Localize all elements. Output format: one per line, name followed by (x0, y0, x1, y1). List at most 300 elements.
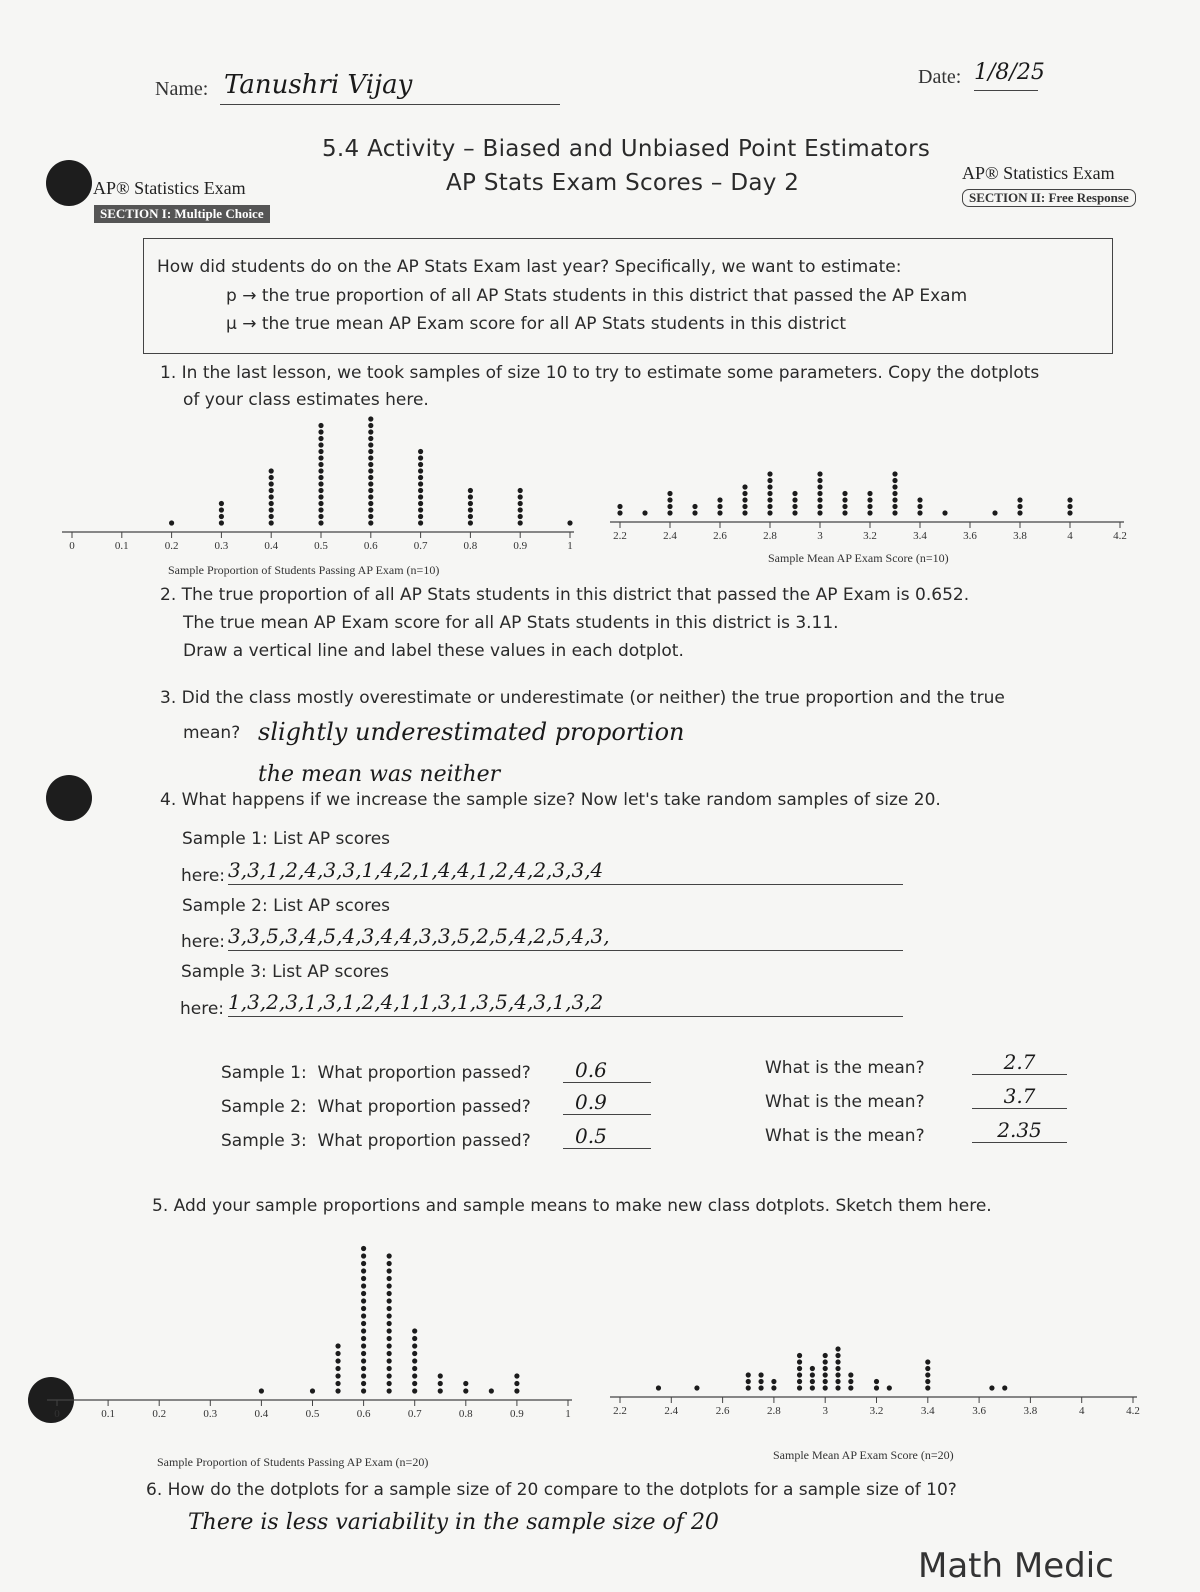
dot (797, 1366, 802, 1371)
dot (412, 1336, 417, 1341)
dot (892, 497, 897, 502)
dot (412, 1366, 417, 1371)
dot (412, 1358, 417, 1363)
dot (518, 514, 523, 519)
row3-mean-field[interactable] (972, 1118, 1067, 1143)
dot (412, 1343, 417, 1348)
dot (767, 504, 772, 509)
dot (667, 504, 672, 509)
q2-line1: 2. The true proportion of all AP Stats students in this district that passed the AP Exam is 0.652. (160, 585, 970, 605)
row2-prop-field[interactable] (563, 1090, 651, 1115)
dot (468, 494, 473, 499)
dot (368, 416, 373, 421)
tick-label: 3 (817, 530, 823, 542)
dot (892, 478, 897, 483)
dot (817, 471, 822, 476)
dot (817, 497, 822, 502)
tick-label: 1 (567, 540, 573, 552)
dot (318, 494, 323, 499)
dot (468, 488, 473, 493)
dot (817, 504, 822, 509)
dot (835, 1359, 840, 1364)
tick-label: 2.8 (763, 530, 777, 542)
left-exam-title: AP® Statistics Exam (93, 178, 246, 198)
dot (418, 507, 423, 512)
date-label: Date: (918, 66, 962, 88)
dot (269, 468, 274, 473)
dot (418, 520, 423, 525)
dot (771, 1379, 776, 1384)
dot (835, 1385, 840, 1390)
q6-answer[interactable]: There is less variability in the sample size of 20 (188, 1510, 719, 1535)
dot (925, 1385, 930, 1390)
dot (368, 436, 373, 441)
dot (518, 488, 523, 493)
tick-label: 3.8 (1023, 1405, 1038, 1417)
dot (387, 1313, 392, 1318)
dot (1017, 510, 1022, 515)
dot (361, 1246, 366, 1251)
tick-label: 4 (1078, 1405, 1085, 1417)
dot (925, 1379, 930, 1384)
dot (489, 1388, 494, 1393)
dot (418, 455, 423, 460)
tick-label: 3.2 (869, 1405, 884, 1417)
tick-label: 0.8 (458, 1408, 473, 1420)
tick-label: 0.9 (513, 540, 528, 552)
row3-mean-a: 2.35 (997, 1118, 1042, 1142)
dot (694, 1385, 699, 1390)
tick-label: 3.8 (1013, 530, 1027, 542)
dot (1002, 1385, 1007, 1390)
q3-line2: mean? (183, 723, 241, 743)
dot (259, 1388, 264, 1393)
dot (361, 1313, 366, 1318)
dot (797, 1385, 802, 1390)
dot (797, 1359, 802, 1364)
dot (318, 429, 323, 434)
row3-prop-q: Sample 3: What proportion passed? (221, 1131, 531, 1151)
tick-label: 0.2 (152, 1408, 167, 1420)
dot (438, 1373, 443, 1378)
plot-m20-label: Sample Mean AP Exam Score (n=20) (773, 1448, 954, 1462)
dot (269, 501, 274, 506)
dot (361, 1358, 366, 1363)
q4-s2-label: Sample 2: List AP scores (182, 896, 391, 916)
dot (758, 1385, 763, 1390)
tick-label: 2.4 (663, 530, 677, 542)
dot (742, 484, 747, 489)
dot (418, 449, 423, 454)
dot (269, 507, 274, 512)
row1-mean-field[interactable] (972, 1050, 1067, 1075)
dot (418, 501, 423, 506)
row3-mean-q: What is the mean? (765, 1126, 925, 1146)
q4-s3-field[interactable] (228, 990, 903, 1017)
dot (387, 1268, 392, 1273)
dot (514, 1388, 519, 1393)
dot (468, 507, 473, 512)
dot (361, 1283, 366, 1288)
dot (767, 478, 772, 483)
row1-mean-a: 2.7 (1003, 1050, 1036, 1074)
dot (387, 1381, 392, 1386)
dot (318, 436, 323, 441)
intro-line3: μ → the true mean AP Exam score for all AP Stats students in this district (226, 314, 847, 334)
dot (717, 504, 722, 509)
dot (925, 1359, 930, 1364)
dot (169, 520, 174, 525)
dot (810, 1385, 815, 1390)
dot (387, 1306, 392, 1311)
tick-label: 2.6 (713, 530, 727, 542)
dot (848, 1372, 853, 1377)
dot (1017, 504, 1022, 509)
dot (758, 1372, 763, 1377)
dot (767, 491, 772, 496)
dot (412, 1388, 417, 1393)
dot (989, 1385, 994, 1390)
dot (387, 1351, 392, 1356)
dot (387, 1336, 392, 1341)
dot (418, 481, 423, 486)
dot (387, 1283, 392, 1288)
dot (361, 1261, 366, 1266)
dot (368, 514, 373, 519)
dot (887, 1385, 892, 1390)
row3-prop-a: 0.5 (575, 1124, 607, 1148)
dot (387, 1366, 392, 1371)
tick-label: 2.6 (715, 1405, 730, 1417)
name-value: Tanushri Vijay (224, 70, 413, 100)
row2-mean-a: 3.7 (1003, 1084, 1036, 1108)
dot (361, 1268, 366, 1273)
dot (867, 504, 872, 509)
tick-label: 2.8 (767, 1405, 781, 1417)
tick-label: 0.5 (305, 1408, 320, 1420)
dot (418, 475, 423, 480)
dot (361, 1351, 366, 1356)
dot (892, 484, 897, 489)
row1-prop-a: 0.6 (575, 1058, 607, 1082)
tick-label: 4 (1067, 530, 1073, 542)
tick-label: 2.4 (664, 1405, 679, 1417)
dot (310, 1388, 315, 1393)
q1-line1: 1. In the last lesson, we took samples of size 10 to try to estimate some parameters. Copy the dotplots (160, 363, 1040, 383)
footer-brand: Math Medic (918, 1546, 1114, 1586)
dot (361, 1343, 366, 1348)
dot (842, 491, 847, 496)
dot (1017, 497, 1022, 502)
q4-s1-here: here: (181, 866, 226, 886)
dot (361, 1306, 366, 1311)
q3-answer2[interactable]: the mean was neither (258, 762, 501, 787)
binder-hole-top (46, 160, 92, 206)
tick-label: 4.2 (1113, 530, 1127, 542)
dot (368, 449, 373, 454)
dot (867, 491, 872, 496)
dot (823, 1385, 828, 1390)
plot-p20-label: Sample Proportion of Students Passing AP Exam (n=20) (157, 1455, 429, 1469)
dot (418, 514, 423, 519)
dot (742, 491, 747, 496)
tick-label: 0.5 (314, 540, 328, 552)
dot (518, 507, 523, 512)
dot (518, 494, 523, 499)
dot (742, 504, 747, 509)
left-section-badge: SECTION I: Multiple Choice (94, 205, 270, 223)
tick-label: 1 (565, 1408, 571, 1420)
dot (642, 510, 647, 515)
dot (514, 1381, 519, 1386)
dot (368, 442, 373, 447)
dot (361, 1291, 366, 1296)
dot (387, 1321, 392, 1326)
row2-prop-q: Sample 2: What proportion passed? (221, 1097, 531, 1117)
date-field[interactable] (974, 60, 1045, 91)
q2-line3: Draw a vertical line and label these values in each dotplot. (183, 641, 684, 661)
dot (219, 514, 224, 519)
q1-line2: of your class estimates here. (183, 390, 429, 410)
dot (368, 455, 373, 460)
q5-line1: 5. Add your sample proportions and sample means to make new class dotplots. Sketch them here. (152, 1196, 992, 1216)
binder-hole-middle (46, 775, 92, 821)
right-section-badge: SECTION II: Free Response (962, 189, 1136, 207)
dot (514, 1373, 519, 1378)
dot (848, 1379, 853, 1384)
dot (318, 481, 323, 486)
dot (823, 1353, 828, 1358)
dot (656, 1385, 661, 1390)
q4-line1: 4. What happens if we increase the sample size? Now let's take random samples of size 20. (160, 790, 941, 810)
dot (925, 1372, 930, 1377)
dot (692, 510, 697, 515)
dot (368, 520, 373, 525)
dot (368, 462, 373, 467)
dot (335, 1373, 340, 1378)
dot (368, 475, 373, 480)
row2-mean-field[interactable] (972, 1084, 1067, 1109)
dot (368, 423, 373, 428)
dot (746, 1385, 751, 1390)
dot (742, 510, 747, 515)
date-value: 1/8/25 (974, 60, 1045, 85)
dot (835, 1379, 840, 1384)
dot (418, 488, 423, 493)
dot (792, 510, 797, 515)
dot (438, 1381, 443, 1386)
dot (792, 491, 797, 496)
dot (361, 1276, 366, 1281)
dot (892, 491, 897, 496)
dot (617, 510, 622, 515)
dot (942, 510, 947, 515)
dot (418, 494, 423, 499)
dot (917, 497, 922, 502)
dot (717, 497, 722, 502)
dot (823, 1366, 828, 1371)
right-exam-title: AP® Statistics Exam (962, 163, 1115, 183)
tick-label: 0.3 (214, 540, 229, 552)
intro-line2: p → the true proportion of all AP Stats students in this district that passed the AP Exam (226, 286, 968, 306)
dot (758, 1379, 763, 1384)
tick-label: 0.4 (264, 540, 279, 552)
name-label: Name: (155, 78, 209, 100)
dot (468, 501, 473, 506)
dot (925, 1366, 930, 1371)
dot (797, 1372, 802, 1377)
name-field[interactable] (220, 70, 560, 105)
q6-line1: 6. How do the dotplots for a sample size of 20 compare to the dotplots for a sample size of 10? (146, 1480, 957, 1500)
dot (817, 510, 822, 515)
dot (617, 504, 622, 509)
dot (867, 497, 872, 502)
dot (318, 501, 323, 506)
row1-prop-field[interactable] (563, 1058, 651, 1083)
dot (361, 1336, 366, 1341)
dot (269, 514, 274, 519)
dot (792, 497, 797, 502)
dot (468, 514, 473, 519)
q2-line2: The true mean AP Exam score for all AP Stats students in this district is 3.11. (183, 613, 839, 633)
dot (567, 520, 572, 525)
dot (318, 423, 323, 428)
dot (468, 520, 473, 525)
tick-label: 2.2 (613, 1405, 627, 1417)
dot (318, 442, 323, 447)
dot (917, 504, 922, 509)
tick-label: 3.4 (913, 530, 927, 542)
dot (667, 497, 672, 502)
dot (817, 491, 822, 496)
dot (667, 491, 672, 496)
dot (767, 510, 772, 515)
dot (387, 1328, 392, 1333)
dot (387, 1358, 392, 1363)
row1-mean-q: What is the mean? (765, 1058, 925, 1078)
dot (848, 1385, 853, 1390)
q4-s1-field[interactable] (228, 858, 903, 885)
dot (361, 1388, 366, 1393)
dot (518, 520, 523, 525)
dot (823, 1359, 828, 1364)
dot (318, 488, 323, 493)
dot (368, 481, 373, 486)
dot (463, 1388, 468, 1393)
dot (867, 510, 872, 515)
dot (817, 484, 822, 489)
dot (438, 1388, 443, 1393)
dot (874, 1379, 879, 1384)
dot (835, 1353, 840, 1358)
dot (792, 504, 797, 509)
dot (361, 1321, 366, 1326)
dot (767, 497, 772, 502)
dot (368, 494, 373, 499)
tick-label: 2.2 (613, 530, 627, 542)
tick-label: 3.4 (920, 1405, 935, 1417)
dot (361, 1298, 366, 1303)
dot (917, 510, 922, 515)
dot (269, 520, 274, 525)
dot (518, 501, 523, 506)
intro-line1: How did students do on the AP Stats Exam last year? Specifically, we want to estimate: (157, 257, 902, 277)
dot (368, 468, 373, 473)
tick-label: 0.6 (363, 540, 378, 552)
dot (835, 1372, 840, 1377)
dot (412, 1381, 417, 1386)
dot (361, 1253, 366, 1258)
plot-m10-label: Sample Mean AP Exam Score (n=10) (768, 551, 949, 565)
dot (817, 478, 822, 483)
q4-s1-label: Sample 1: List AP scores (182, 829, 391, 849)
dot (892, 510, 897, 515)
dot (842, 504, 847, 509)
activity-subtitle: AP Stats Exam Scores – Day 2 (446, 170, 800, 196)
q4-s2-scores: 3,3,5,3,4,5,4,3,4,4,3,3,5,2,5,4,2,5,4,3, (228, 924, 610, 948)
tick-label: 3.6 (963, 530, 977, 542)
dot (771, 1385, 776, 1390)
dot (335, 1343, 340, 1348)
dot (717, 510, 722, 515)
q4-s2-field[interactable] (228, 924, 903, 951)
dot (742, 497, 747, 502)
plot-p10-label: Sample Proportion of Students Passing AP Exam (n=10) (168, 563, 440, 577)
tick-label: 0.2 (164, 540, 179, 552)
dot (368, 488, 373, 493)
dot (361, 1328, 366, 1333)
dot (387, 1253, 392, 1258)
dot (767, 484, 772, 489)
dot (412, 1328, 417, 1333)
q4-s3-scores: 1,3,2,3,1,3,1,2,4,1,1,3,1,3,5,4,3,1,3,2 (228, 990, 604, 1014)
dot (835, 1366, 840, 1371)
dot (318, 520, 323, 525)
dot (387, 1388, 392, 1393)
dot (810, 1372, 815, 1377)
tick-label: 0.1 (114, 540, 129, 552)
activity-title: 5.4 Activity – Biased and Unbiased Point Estimators (322, 136, 931, 162)
dot (335, 1351, 340, 1356)
dot (361, 1366, 366, 1371)
dot (418, 462, 423, 467)
dot (835, 1346, 840, 1351)
dot (387, 1261, 392, 1266)
dot (318, 507, 323, 512)
dot (387, 1343, 392, 1348)
row2-prop-a: 0.9 (575, 1090, 607, 1114)
row3-prop-field[interactable] (563, 1124, 651, 1149)
dot (219, 501, 224, 506)
tick-label: 0.7 (407, 1408, 422, 1420)
tick-label: 3.2 (863, 530, 877, 542)
dot (842, 497, 847, 502)
dot (823, 1372, 828, 1377)
dot (219, 520, 224, 525)
q4-s3-here: here: (180, 999, 225, 1019)
row2-mean-q: What is the mean? (765, 1092, 925, 1112)
q3-answer1[interactable]: slightly underestimated proportion (258, 718, 685, 746)
dot (318, 475, 323, 480)
dot (1067, 497, 1072, 502)
dot (318, 455, 323, 460)
dot (874, 1385, 879, 1390)
dot (368, 507, 373, 512)
dot (692, 504, 697, 509)
row1-prop-q: Sample 1: What proportion passed? (221, 1063, 531, 1083)
tick-label: 0 (69, 540, 75, 552)
q3-line1: 3. Did the class mostly overestimate or underestimate (or neither) the true proportion and the true (160, 688, 1005, 708)
